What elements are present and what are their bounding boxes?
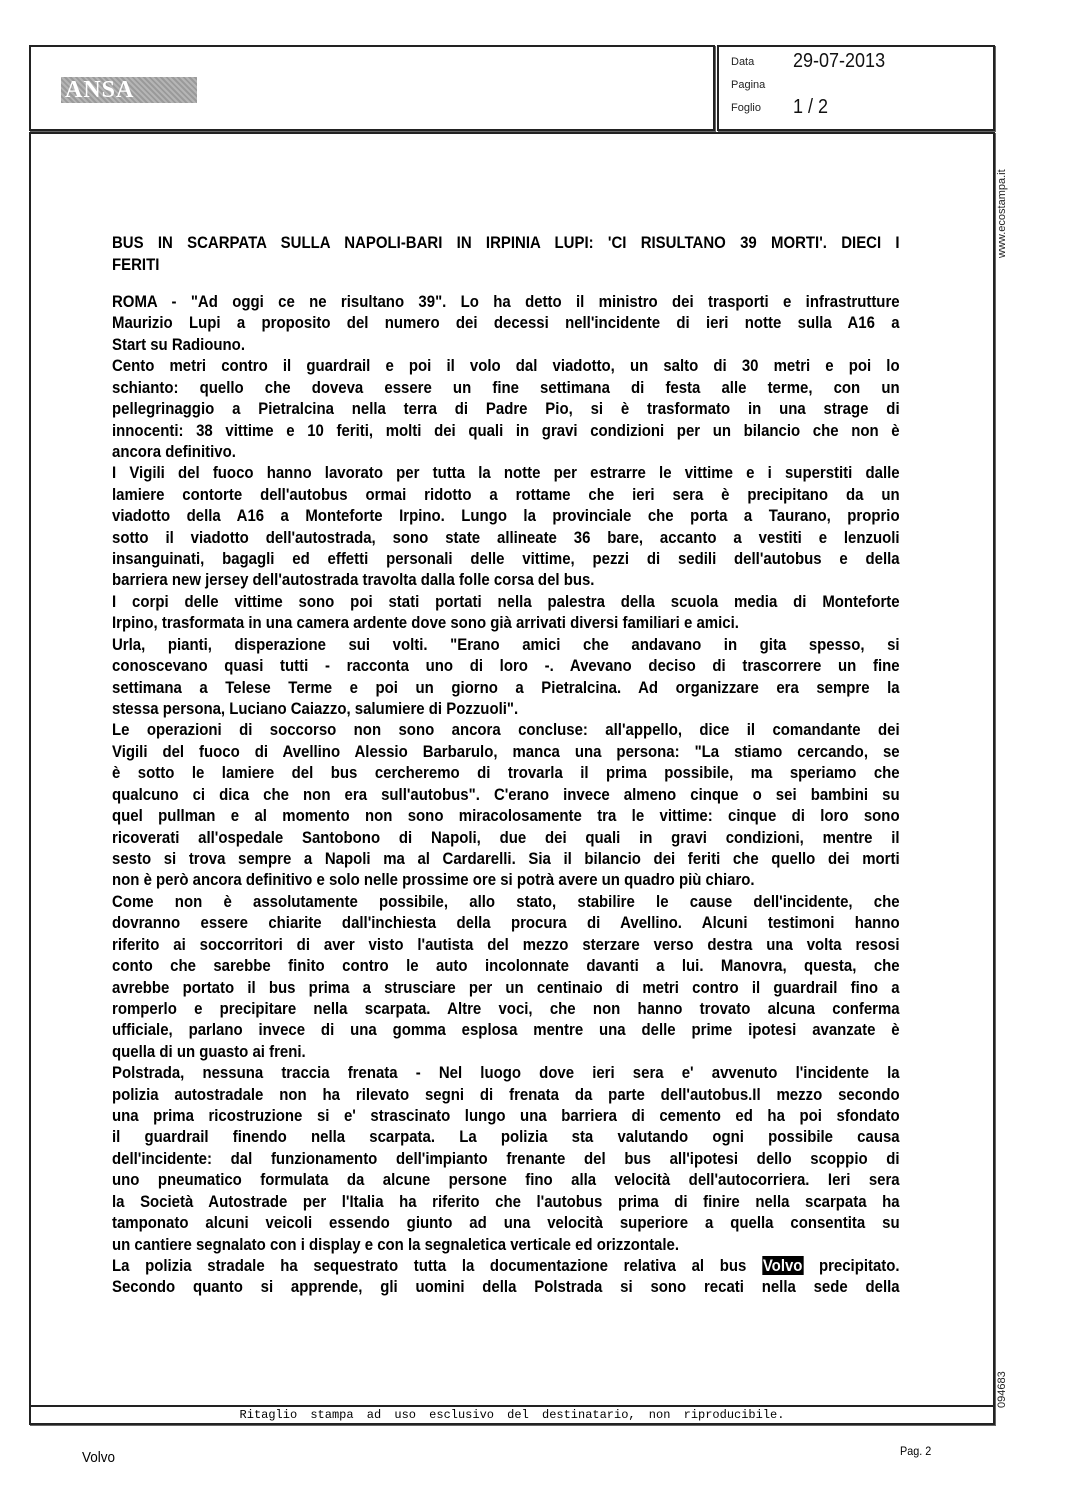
paragraph-line: sesto si trova sempre a Napoli ma al Cardarelli. Sia il bilancio dei feriti che quello dei morti	[112, 848, 900, 868]
paragraph-line: una prima ricostruzione si e' strascinato lungo una barriera di cemento ed ha poi sfondato	[112, 1106, 900, 1126]
paragraph-line: ufficiale, parlano invece di una gomma esplosa mentre una delle prime ipotesi avanzate è	[112, 1020, 900, 1040]
paragraph-line: tamponato alcuni veicoli essendo giunto ad una velocità superiore a quella consentita su	[112, 1213, 900, 1233]
final-paragraph-line	[112, 1255, 900, 1276]
paragraph-line: quel pullman e al momento non sono miracolosamente tra le vittime: cinque di loro sono	[112, 806, 900, 826]
line-text: La polizia stradale ha sequestrato tutta la documentazione relativa al bus	[112, 1255, 762, 1275]
paragraph-line: Come non è assolutamente possibile, allo stato, stabilire le cause dell'incidente, che	[112, 891, 900, 911]
final-paragraph-line: Secondo quanto si apprende, gli uomini della Polstrada si sono recati nella sede della	[112, 1277, 900, 1297]
sheet-label: Foglio	[731, 102, 761, 114]
paragraph-line: conto che sarebbe finito contro le auto incolonnate davanti a lui. Manovra, questa, che	[112, 956, 900, 976]
page-label: Pagina	[731, 79, 766, 91]
paragraph-line: conoscevano quasi tutti - racconta uno di loro -. Avevano deciso di trascorrere un fine	[112, 656, 900, 676]
paragraph-line: sotto il viadotto dell'autostrada, sono state allineate 36 bare, accanto a vestiti e lenzuoli	[112, 527, 900, 547]
logo-text: ANSA	[65, 77, 135, 103]
keyword-highlight: Volvo	[762, 1255, 803, 1275]
paragraph-line: quella di un guasto ai freni.	[112, 1041, 306, 1061]
article-body	[112, 291, 900, 1298]
disclaimer: Ritaglio stampa ad uso esclusivo del destinatario, non riproducibile.	[31, 1405, 993, 1423]
paragraph-line: Maurizio Lupi a proposito del numero dei decessi nell'incidente di ieri notte sulla A16 a	[112, 313, 900, 333]
paragraph-line: Start su Radiouno.	[112, 334, 245, 354]
date-value: 29-07-2013	[793, 50, 886, 72]
paragraph-line: insanguinati, bagagli ed effetti personali delle vittime, pezzi di sedili dell'autobus e della	[112, 549, 900, 569]
sheet-value: 1 / 2	[793, 96, 829, 118]
paragraph-line: qualcuno ci dica che non era sull'autobus". C'erano invece almeno cinque o sei bambini su	[112, 784, 900, 804]
title-line: BUS IN SCARPATA SULLA NAPOLI-BARI IN IRPINIA LUPI: 'CI RISULTANO 39 MORTI'. DIECI I	[112, 233, 900, 252]
website-vertical: www.ecostampa.it	[996, 169, 1008, 258]
paragraph-line: ROMA - "Ad oggi ce ne risultano 39". Lo ha detto il ministro dei trasporti e infrastrutture	[112, 292, 900, 311]
paragraph-line: un cantiere segnalato con i display e con la segnaletica verticale ed orizzontale.	[112, 1234, 680, 1254]
paragraph-line: polizia autostradale non ha rilevato segni di frenata da parte dell'autobus.Il mezzo secondo	[112, 1084, 900, 1104]
footer-keyword: Volvo	[82, 1449, 116, 1466]
paragraph-line: lamiere contorte dell'autobus ormai ridotto a rottame che ieri sera è precipitano da un	[112, 484, 900, 504]
paragraph-line: Le operazioni di soccorso non sono ancora concluse: all'appello, dice il comandante dei	[112, 720, 900, 740]
paragraph-line: la Società Autostrade per l'Italia ha riferito che l'autobus prima di finire nella scarpata ha	[112, 1191, 900, 1211]
paragraph-line: Cento metri contro il guardrail e poi il volo dal viadotto, un salto di 30 metri e poi lo	[112, 356, 900, 376]
line-text: precipitato.	[803, 1255, 900, 1275]
paragraph-line: I corpi delle vittime sono poi stati portati nella palestra della scuola media di Monteforte	[112, 591, 900, 611]
paragraph-line: ricoverati all'ospedale Santobono di Napoli, due dei quali in gravi condizioni, mentre il	[112, 827, 900, 847]
paragraph-line: Polstrada, nessuna traccia frenata - Nel luogo dove ieri sera e' avvenuto l'incidente la	[112, 1063, 900, 1083]
date-label: Data	[731, 56, 755, 68]
paragraph-line: settimana a Telese Terme e poi un giorno a Pietralcina. Ad organizzare era sempre la	[112, 677, 900, 697]
paragraph-line: dell'incidente: dal funzionamento dell'impianto frenante del bus all'ipotesi dello scoppio di	[112, 1148, 900, 1168]
paragraph-line: è sotto le lamiere del bus cercheremo di trovarla il prima possibile, ma speriamo che	[112, 763, 900, 783]
header-logo-box	[29, 45, 715, 131]
footer-page: Pag. 2	[900, 1444, 932, 1458]
paragraph-line: I Vigili del fuoco hanno lavorato per tutta la notte per estrarre le vittime e i superstiti dalle	[112, 463, 900, 483]
article-title	[112, 232, 900, 276]
paragraph-line: riferito ai soccorritori di aver visto l'autista del mezzo sterzare verso destra una volta resosi	[112, 934, 900, 954]
paragraph-line: Irpino, trasformata in una camera ardente dove sono già arrivati diversi familiari e amici.	[112, 613, 739, 633]
paragraph-line: avrebbe portato il bus prima a strusciare per un centinaio di metri contro il guardrail fino a	[112, 977, 900, 997]
paragraph-line: ancora definitivo.	[112, 441, 236, 461]
paragraph-line: stessa persona, Luciano Caiazzo, salumiere di Pozzuoli".	[112, 699, 519, 719]
paragraph-line: pellegrinaggio a Pietralcina nella terra di Padre Pio, si è trasformato in una strage di	[112, 399, 900, 419]
paragraph-line: viadotto della A16 a Monteforte Irpino. Lungo la provinciale che porta a Taurano, proprio	[112, 506, 900, 526]
paragraph-line: il guardrail finendo nella scarpata. La polizia sta valutando ogni possibile causa	[112, 1127, 900, 1147]
paragraph-line: innocenti: 38 vittime e 10 feriti, molti dei quali in gravi condizioni per un bilancio che non è	[112, 420, 900, 440]
paragraph-line: schianto: quello che doveva essere un fine settimana di festa alle terme, con un	[112, 377, 900, 397]
header-meta-box	[717, 45, 995, 131]
paragraph-line: romperlo e precipitare nella scarpata. Altre voci, che non hanno trovato alcuna conferma	[112, 998, 900, 1018]
paragraph-line: dovranno essere chiarite dall'inchiesta della procura di Avellino. Alcuni testimoni hanno	[112, 913, 900, 933]
ansa-logo	[61, 77, 197, 103]
paragraph-line: Vigili del fuoco di Avellino Alessio Barbarulo, manca una persona: "La stiamo cercando, se	[112, 741, 900, 761]
code-vertical: 094683	[996, 1371, 1008, 1408]
paragraph-line: non è però ancora definitivo e solo nelle prossime ore si potrà avere un quadro più chiaro.	[112, 870, 755, 890]
paragraph-line: uno pneumatico formulata da alcune persone fino alla velocità dell'autocorriera. Ieri sera	[112, 1170, 900, 1190]
title-line: FERITI	[112, 255, 160, 274]
paragraph-line: barriera new jersey dell'autostrada travolta dalla folle corsa del bus.	[112, 570, 595, 590]
paragraph-line: Urla, pianti, disperazione sui volti. "Erano amici che andavano in gita spesso, si	[112, 634, 900, 654]
